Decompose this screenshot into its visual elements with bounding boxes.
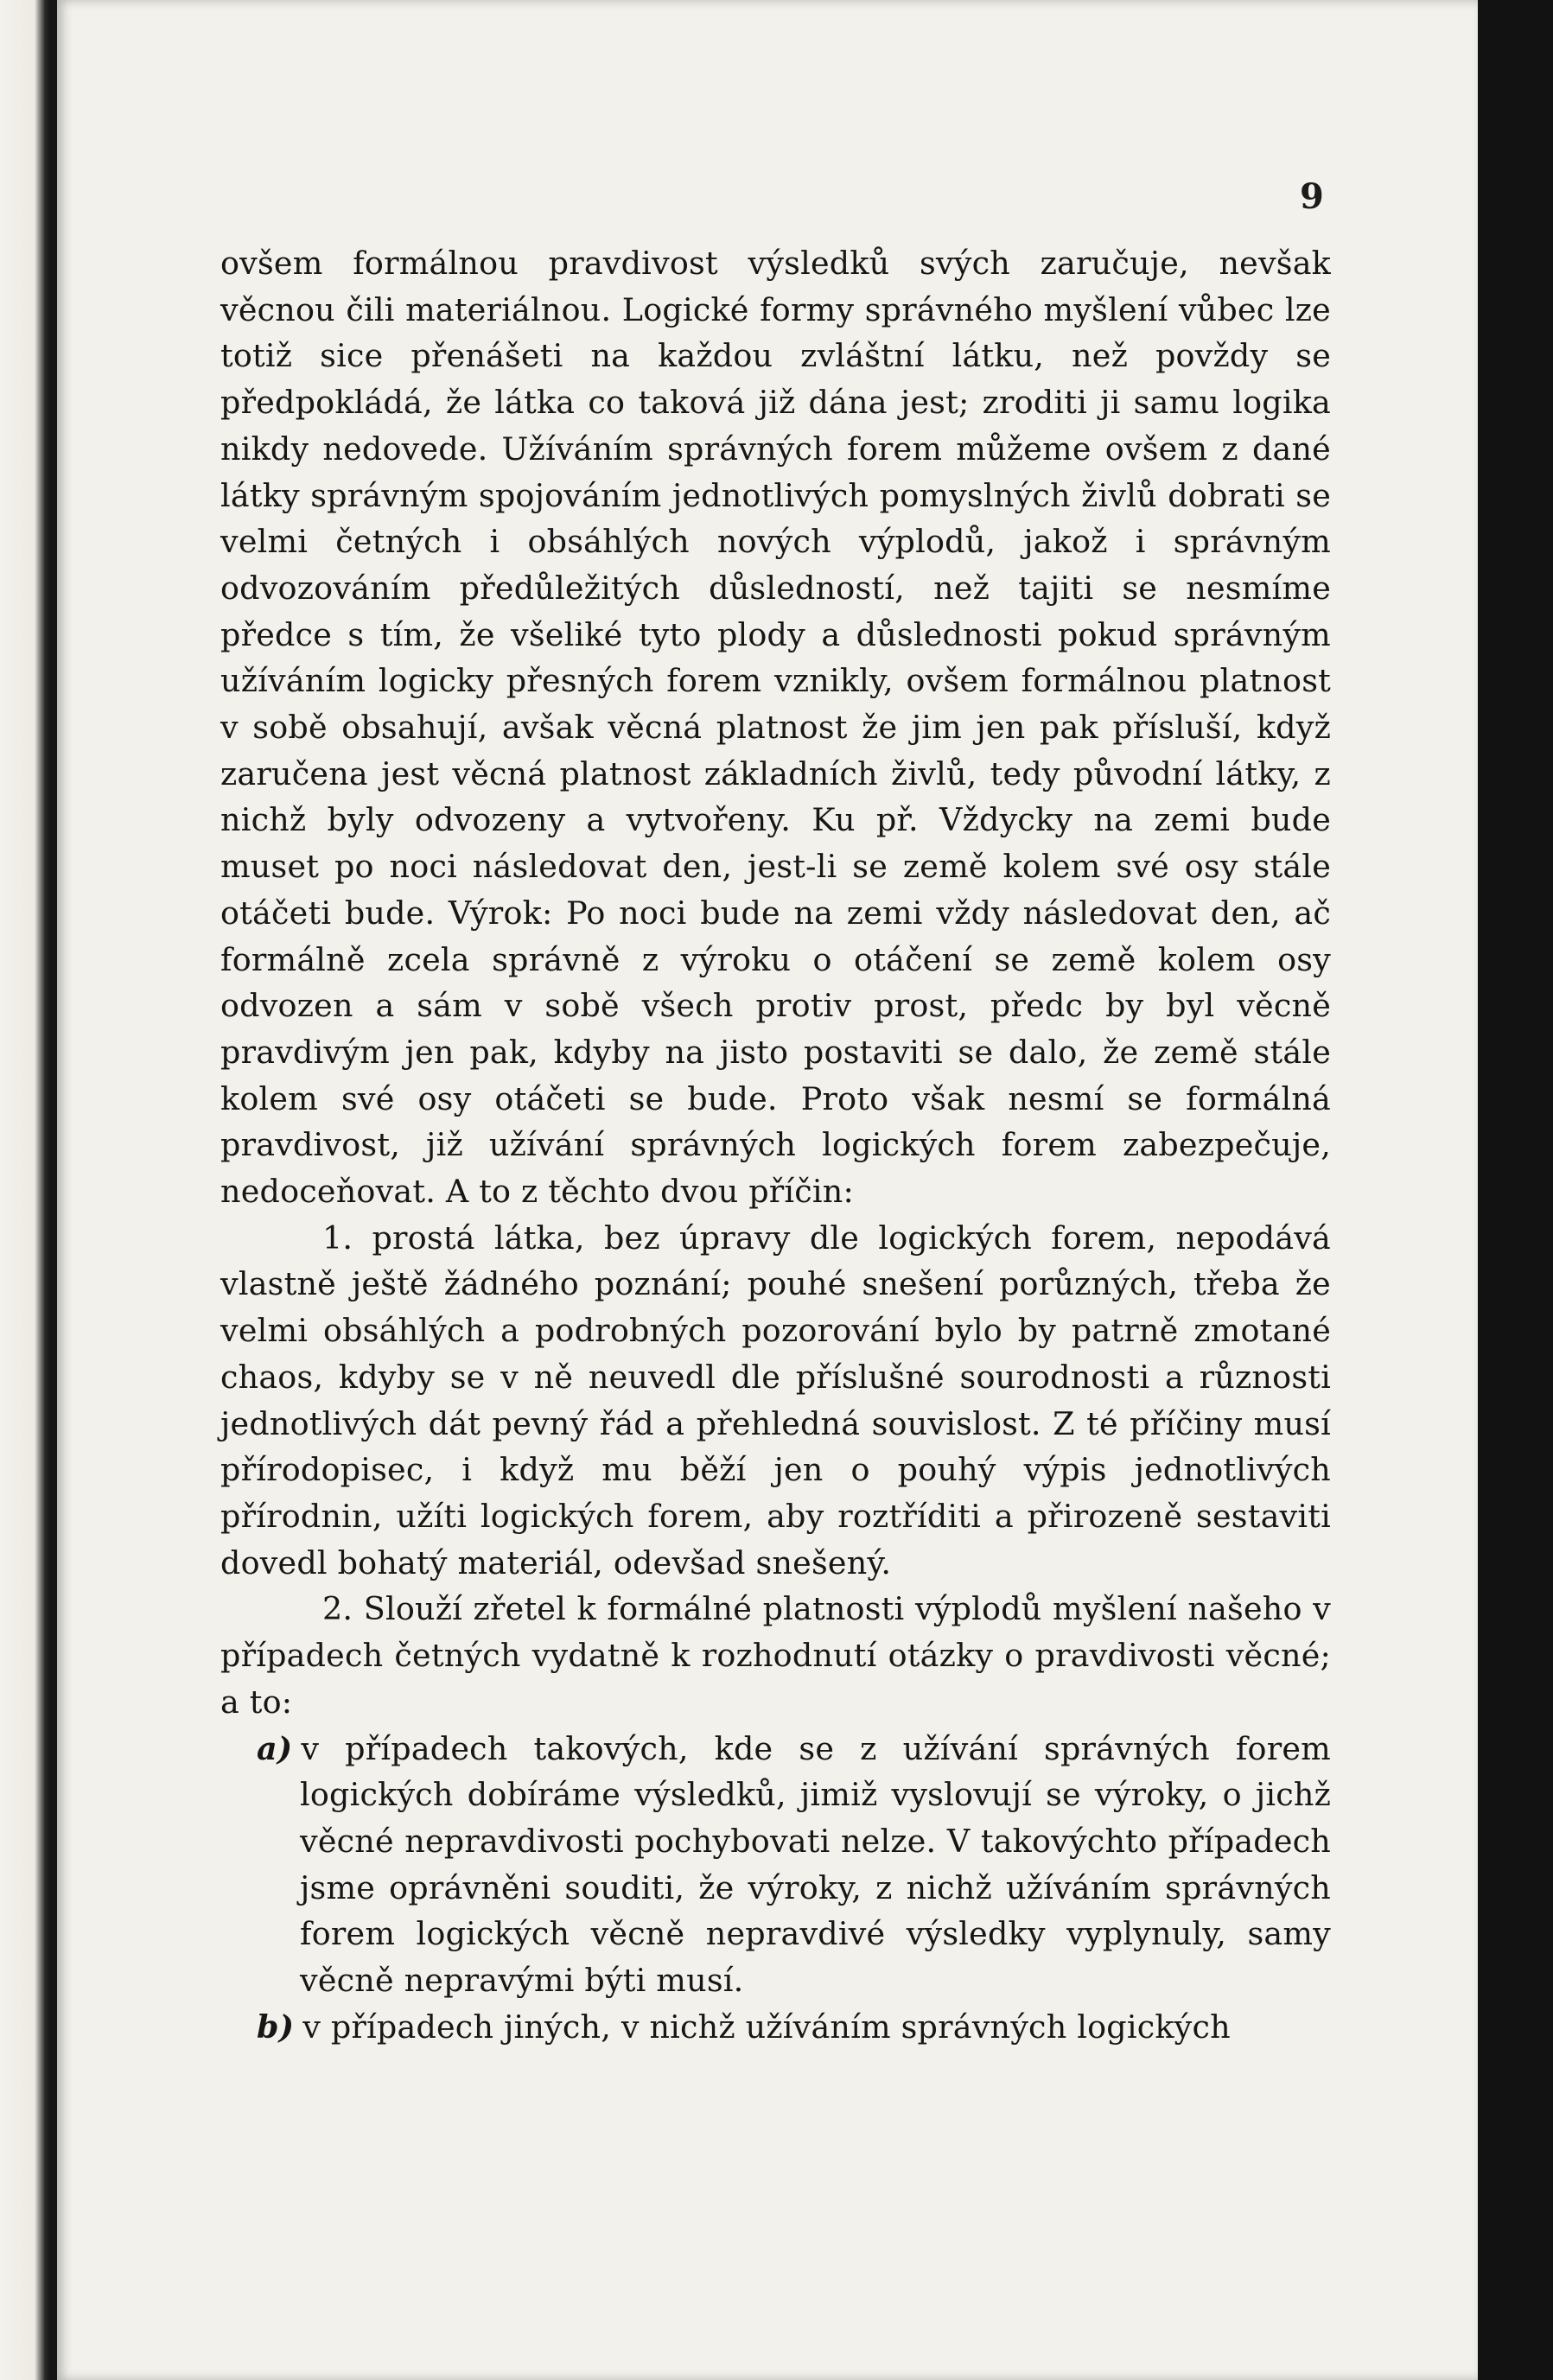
case-a [220, 1726, 1331, 2004]
case-b-label: b) [257, 2008, 295, 2046]
case-b-text: v případech jiných, v nichž užíváním správných logických [302, 2008, 1231, 2046]
previous-page-edge [0, 0, 50, 2380]
paragraph-3: 2. Slouží zřetel k formálné platnosti výplodů myšlení našeho v případech četných vydatně k rozhodnutí otázky o pravdivosti věcné; a to: [220, 1590, 1331, 1721]
scan-border [1478, 0, 1553, 2380]
paragraph-1: ovšem formálnou pravdivost výsledků svých zaručuje, nevšak věcnou čili materiálnou. Logické formy správného myšlení vůbec lze totiž sice přenášeti na každou zvláštní látku, než povždy se předpokládá, že látka co taková již dána jest; zroditi ji samu logika nikdy nedovede. Užíváním správných forem můžeme ovšem z dané látky správným spojováním jednotlivých pomyslných živlů dobrati se velmi četných i obsáhlých nových výplodů, jakož i správným odvozováním předůležitých důsledností, než tajiti se nesmíme předce s tím, že všeliké tyto plody a důslednosti pokud správným užíváním logicky přesných forem vznikly, ovšem formálnou platnost v sobě obsahují, avšak věcná platnost že jim jen pak přísluší, když zaručena jest věcná platnost základních živlů, tedy původní látky, z nichž byly odvozeny a vytvořeny. Ku př. Vždycky na zemi bude muset po noci následovat den, jest-li se země kolem své osy stále otáčeti bude. Výrok: Po noci bude na zemi vždy následovat den, ač formálně zcela správně z výroku o otáčení se země kolem osy odvozen a sám v sobě všech protiv prost, předc by byl věcně pravdivým jen pak, kdyby na jisto postaviti se dalo, že země stále kolem své osy otáčeti se bude. Proto však nesmí se formálná pravdivost, již užívání správných logických forem zabezpečuje, nedoceňovat. A to z těchto dvou příčin: [220, 245, 1331, 1211]
case-b [220, 2004, 1331, 2051]
body-text [220, 240, 1331, 2050]
paragraph-2: 1. prostá látka, bez úpravy dle logických forem, nepodává vlastně ještě žádného poznání; pouhé snešení porůzných, třeba že velmi obsáhlých a podrobných pozorování bylo by patrně zmotané chaos, kdyby se v ně neuvedl dle příslušné sourodnosti a různosti jednotlivých dát pevný řád a přehledná souvislost. Z té příčiny musí přírodopisec, i když mu běží jen o pouhý výpis jednotlivých přírodnin, užíti logických forem, aby roztříditi a přirozeně sestaviti dovedl bohatý materiál, odevšad snešený. [220, 1219, 1331, 1581]
case-a-label: a) [257, 1729, 293, 1767]
case-a-text: v případech takových, kde se z užívání správných forem logických dobíráme výsledků, jimiž vyslovují se výroky, o jichž věcné nepravdivosti pochybovati nelze. V takovýchto případech jsme oprávněni souditi, že výroky, z nichž užíváním správných forem logických věcně nepravdivé výsledky vyplynuly, samy věcně nepravými býti musí. [300, 1729, 1331, 2000]
page-number: 9 [1300, 176, 1324, 217]
